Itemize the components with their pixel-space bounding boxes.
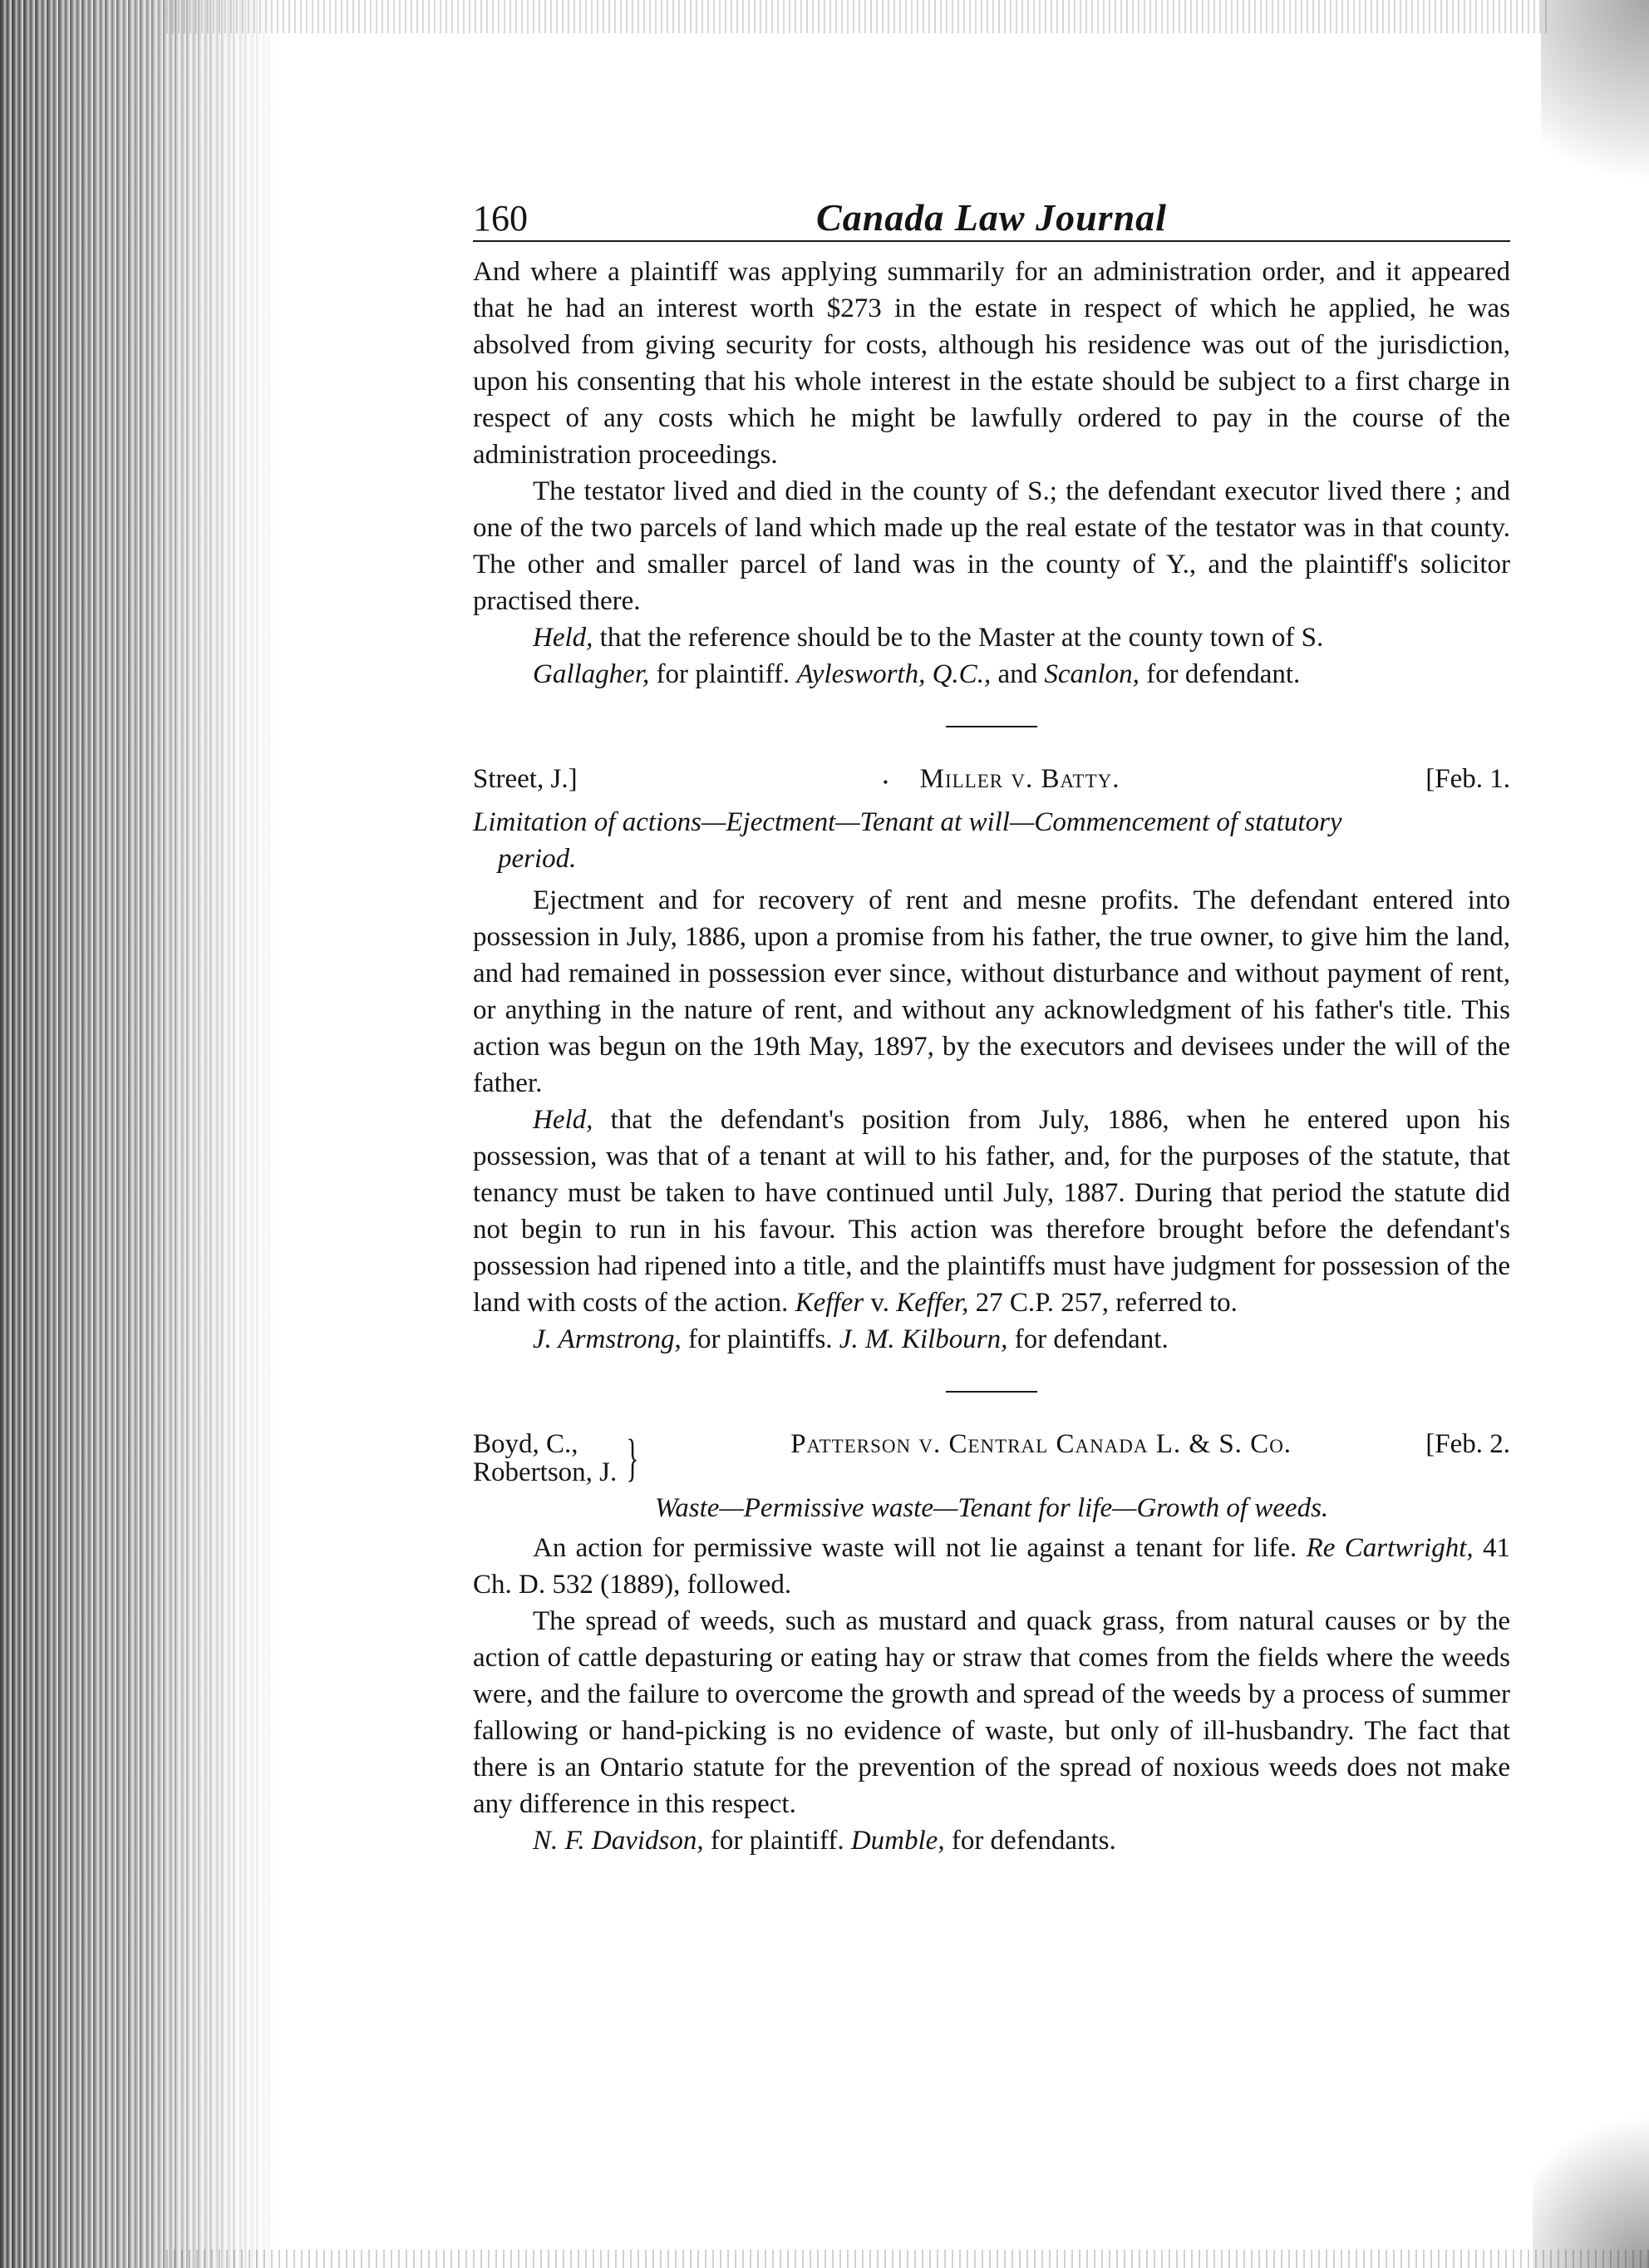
- judge-names: [473, 1430, 617, 1487]
- counsel-name: Scanlon,: [1044, 659, 1140, 689]
- counsel-line: [473, 1822, 1510, 1859]
- counsel-name: J. M. Kilbourn,: [839, 1324, 1008, 1354]
- page-header: [473, 196, 1510, 240]
- held-text: that the reference should be to the Master at the county town of S.: [593, 623, 1324, 653]
- section-divider: [946, 726, 1037, 727]
- case-heading: [473, 1426, 1510, 1487]
- counsel-text: for defendant.: [1007, 1324, 1169, 1354]
- case-heading: [473, 761, 1510, 801]
- case-judges: [473, 1430, 657, 1487]
- case-catchline: Waste—Permissive waste—Tenant for life—Growth of weeds.: [654, 1493, 1329, 1523]
- counsel-text: and: [991, 659, 1045, 689]
- counsel-name: N. F. Davidson,: [533, 1826, 704, 1856]
- case-judge: Street, J.]: [473, 764, 578, 794]
- counsel-line: [473, 1321, 1510, 1358]
- held-paragraph: [473, 1102, 1510, 1321]
- paragraph-text: 41 Ch. D. 532 (1889), followed.: [473, 1533, 1511, 1600]
- counsel-name: Gallagher,: [533, 659, 650, 689]
- case-citation: Keffer: [795, 1288, 864, 1318]
- held-paragraph: [473, 619, 1510, 656]
- case-judge: Robertson, J.: [473, 1457, 618, 1487]
- case-title: Patterson v. Central Canada L. & S. Co.: [790, 1429, 1292, 1459]
- journal-title: Canada Law Journal: [816, 196, 1167, 239]
- page-corner-bottom-right: [1533, 2102, 1649, 2268]
- counsel-text: for plaintiffs.: [681, 1324, 839, 1354]
- counsel-text: for plaintiff.: [703, 1826, 851, 1856]
- counsel-name: J. Armstrong,: [533, 1324, 682, 1354]
- spine-fade: [150, 0, 283, 2268]
- case-date: [Feb. 2.: [1425, 1429, 1510, 1459]
- page-top-edge: [166, 0, 1549, 33]
- held-text: 27 C.P. 257, referred to.: [968, 1288, 1238, 1318]
- page-bottom-edge: [166, 2250, 1649, 2268]
- page-corner-top-right: [1541, 0, 1649, 216]
- case-date: [Feb. 1.: [1425, 764, 1510, 794]
- bullet-mark: •: [883, 774, 888, 791]
- catchline-text: Limitation of actions—Ejectment—Tenant at will—Commencement of statutory: [473, 807, 1342, 837]
- section-divider: [946, 1391, 1037, 1393]
- case-title: Miller v. Batty.: [919, 764, 1120, 794]
- page-number: 160: [473, 198, 528, 239]
- paragraph: Ejectment and for recovery of rent and mesne profits. The defendant entered into possession in July, 1886, upon a promise from his father, the true owner, to give him the land, and had remained in possession ever since, without disturbance and without payment of rent, or anything in the nature of rent, and without any acknowledgment of his father's title. This action was begun on the 19th May, 1897, by the executors and devisees under the will of the father.: [473, 885, 1510, 1098]
- paragraph: [473, 1530, 1510, 1603]
- paragraph-text: An action for permissive waste will not lie against a tenant for life.: [533, 1533, 1307, 1563]
- held-word: Held,: [533, 623, 593, 653]
- case-citation: Keffer,: [896, 1288, 969, 1318]
- case-citation: Re Cartwright,: [1306, 1533, 1474, 1563]
- paragraph: And where a plaintiff was applying summarily for an administration order, and it appeared that he had an interest worth $273 in the estate in respect of which he applied, he was absolved from giving security for costs, although his residence was out of the jurisdiction, upon his consenting that his whole interest in the estate should be subject to a first charge in respect of any costs which he might be lawfully ordered to pay in the course of the administration proceedings.: [473, 257, 1510, 470]
- counsel-name: Dumble,: [850, 1826, 945, 1856]
- case-title-wrap: [578, 761, 1426, 801]
- citation-v: v.: [864, 1288, 897, 1318]
- paragraph: The testator lived and died in the county of S.; the defendant executor lived there ; and one of the two parcels of land which made up the real estate of the testator was in that county. The other and smaller parcel of land was in the county of Y., and the plaintiff's solicitor practised there.: [473, 476, 1510, 616]
- held-text: that the defendant's position from July, 1886, when he entered upon his possession, was that of a tenant at will to his father, and, for the purposes of the statute, that tenancy must be taken to have continued until July, 1887. During that period the statute did not begin to run in his favour. This action was therefore brought before the defendant's possession had ripened into a title, and the plaintiffs must have judgment for possession of the land with costs of the action.: [473, 1105, 1510, 1318]
- counsel-text: for plaintiff.: [649, 659, 797, 689]
- counsel-line: [473, 656, 1510, 693]
- counsel-text: for defendant.: [1139, 659, 1301, 689]
- journal-page: [473, 196, 1511, 1859]
- counsel-text: for defendants.: [944, 1826, 1116, 1856]
- case-judge: Boyd, C.,: [473, 1429, 578, 1459]
- catchline-text: period.: [498, 844, 577, 874]
- header-rule: [473, 240, 1510, 242]
- counsel-name: Aylesworth, Q.C.,: [796, 659, 992, 689]
- paragraph: The spread of weeds, such as mustard and quack grass, from natural causes or by the action of cattle depasturing or eating hay or straw that comes from the fields where the weeds were, and the failure to overcome the growth and spread of the weeds by a process of summer fallowing or hand-picking is no evidence of waste, but only of ill-husbandry. The fact that there is an Ontario statute for the prevention of the spread of noxious weeds does not make any difference in this respect.: [473, 1606, 1510, 1819]
- case-catchline: [473, 804, 1510, 877]
- brace-mark: }: [626, 1430, 639, 1487]
- held-word: Held,: [533, 1105, 593, 1135]
